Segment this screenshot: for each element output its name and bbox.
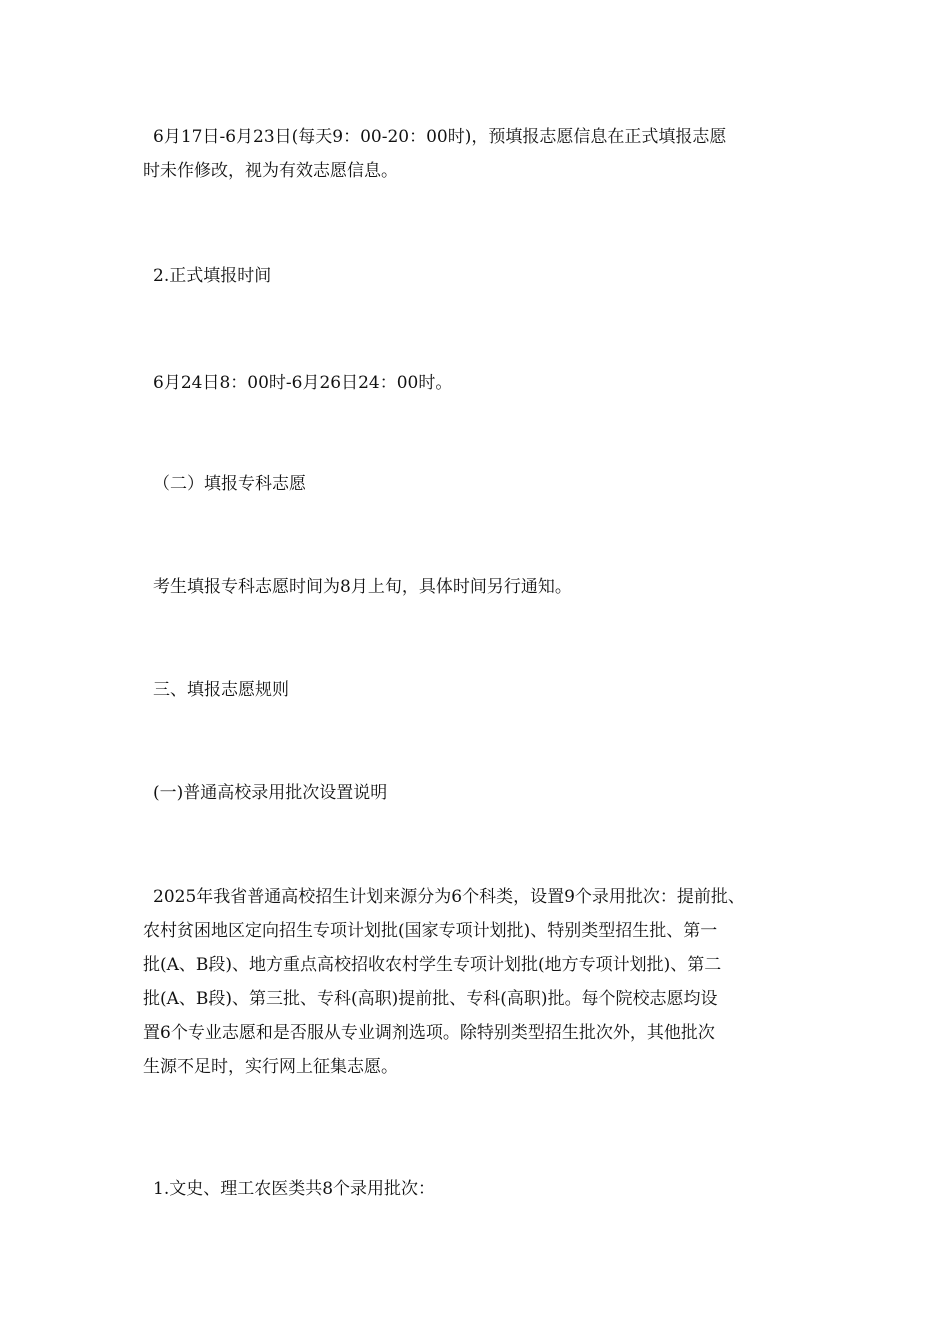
paragraph-line: （二）填报专科志愿 — [153, 474, 306, 494]
paragraph-formal-fill-dates — [143, 366, 833, 400]
paragraph-prefill-time — [143, 120, 833, 188]
paragraph-line: 批(A、B段)、第三批、专科(高职)提前批、专科(高职)批。每个院校志愿均设 — [143, 989, 718, 1009]
paragraph-batch-description — [143, 880, 833, 1084]
heading-section-three — [143, 673, 833, 707]
paragraph-vocational-time — [143, 570, 833, 604]
paragraph-line: 6月24日8：00时-6月26日24：00时。 — [153, 373, 453, 393]
heading-formal-fill-time — [143, 259, 833, 293]
paragraph-line: 农村贫困地区定向招生专项计划批(国家专项计划批)、特别类型招生批、第一 — [143, 921, 718, 941]
heading-arts-science-batches — [143, 1172, 833, 1206]
paragraph-line: 1.文史、理工农医类共8个录用批次： — [153, 1179, 436, 1199]
heading-vocational-volunteer — [143, 467, 833, 501]
paragraph-line: 6月17日-6月23日(每天9：00-20：00时)，预填报志愿信息在正式填报志愿 — [153, 127, 727, 147]
paragraph-line: 三、填报志愿规则 — [153, 680, 289, 700]
paragraph-line: 批(A、B段)、地方重点高校招收农村学生专项计划批(地方专项计划批)、第二 — [143, 955, 722, 975]
paragraph-line: 时未作修改，视为有效志愿信息。 — [143, 161, 398, 181]
paragraph-line: 生源不足时，实行网上征集志愿。 — [143, 1057, 398, 1077]
paragraph-line: 置6个专业志愿和是否服从专业调剂选项。除特别类型招生批次外，其他批次 — [143, 1023, 715, 1043]
paragraph-line: (一)普通高校录用批次设置说明 — [153, 783, 388, 803]
heading-batch-setting — [143, 776, 833, 810]
paragraph-line: 考生填报专科志愿时间为8月上旬，具体时间另行通知。 — [153, 577, 572, 597]
paragraph-line: 2025年我省普通高校招生计划来源分为6个科类，设置9个录用批次：提前批、 — [153, 887, 745, 907]
paragraph-line: 2.正式填报时间 — [153, 266, 272, 286]
